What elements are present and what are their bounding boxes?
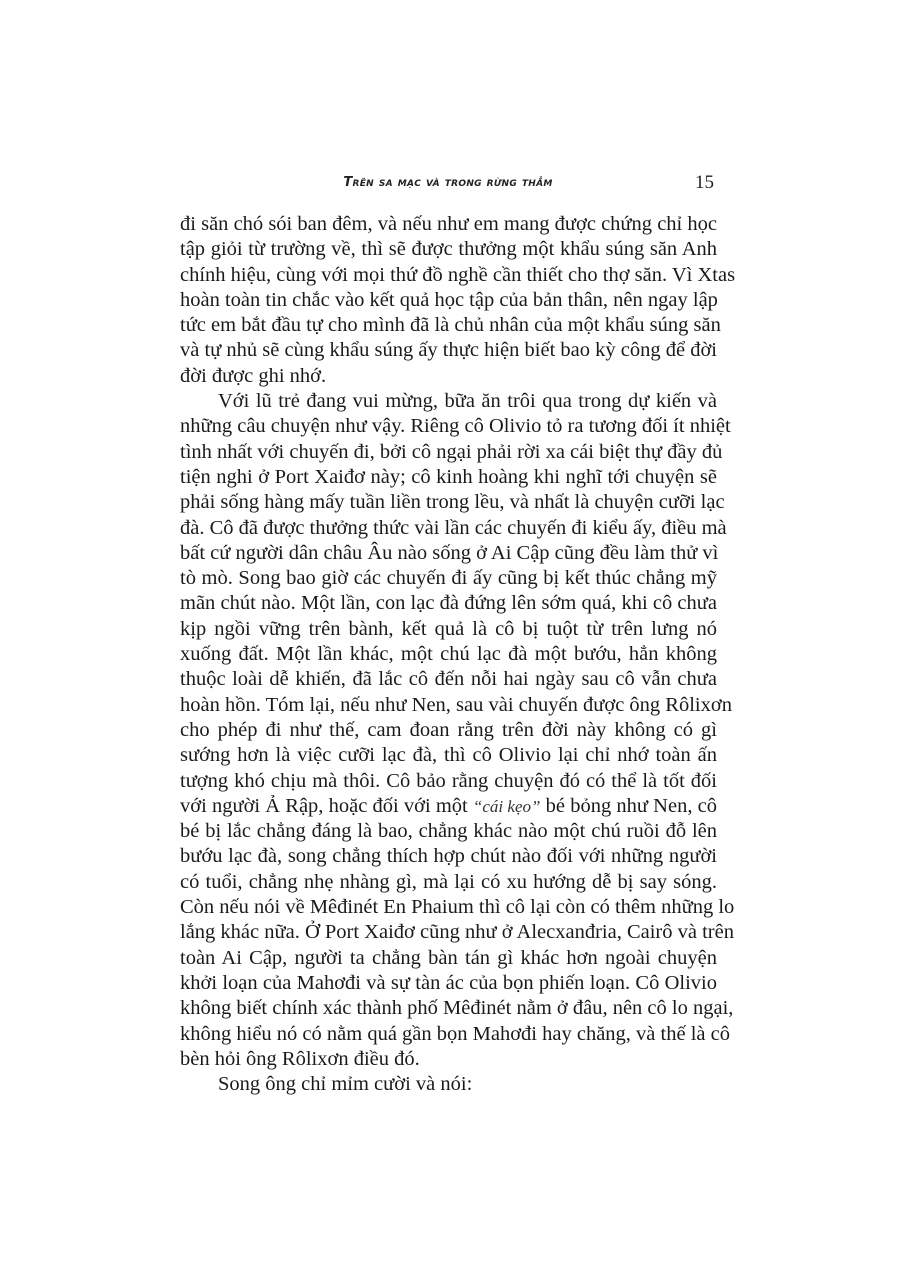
running-header (178, 172, 718, 194)
text-line: xuống đất. Một lần khác, một chú lạc đà một bướu, hẳn không (180, 643, 717, 666)
text-line: tò mò. Song bao giờ các chuyến đi ấy cũng bị kết thúc chẳng mỹ (180, 567, 717, 590)
text-line: tiện nghi ở Port Xaiđơ này; cô kinh hoàng khi nghĩ tới chuyện sẽ (180, 465, 717, 488)
text-line: đà. Cô đã được thưởng thức vài lần các chuyến đi kiểu ấy, điều mà (180, 516, 727, 539)
text-line: hoàn hồn. Tóm lại, nếu như Nen, sau vài chuyến được ông Rôlixơn (180, 693, 732, 716)
text-line: đi săn chó sói ban đêm, và nếu như em mang được chứng chỉ học (180, 213, 717, 235)
text-line: tập giỏi từ trường về, thì sẽ được thưởng một khẩu súng săn Anh (180, 238, 717, 261)
text-line: Với lũ trẻ đang vui mừng, bữa ăn trôi qua trong dự kiến và (218, 390, 717, 413)
text-line: chính hiệu, cùng với mọi thứ đồ nghề cần thiết cho thợ săn. Vì Xtas (180, 263, 736, 286)
text-line: có tuổi, chẳng nhẹ nhàng gì, mà lại có xu hướng dễ bị say sóng. (180, 870, 717, 893)
text-line: bướu lạc đà, song chẳng thích hợp chút nào đối với những người (180, 845, 717, 868)
text-line: cho phép đi như thế, cam đoan rằng trên đời này không có gì (180, 718, 717, 741)
body-text (180, 212, 736, 1097)
text-line: tức em bắt đầu tự cho mình đã là chủ nhân của một khẩu súng săn (180, 314, 721, 337)
text-line: bé bị lắc chẳng đáng là bao, chẳng khác nào một chú ruồi đỗ lên (180, 820, 717, 843)
text-line: tình nhất với chuyến đi, bởi cô ngại phải rời xa cái biệt thự đầy đủ (180, 440, 723, 463)
text-line: thuộc loài dễ khiến, đã lắc cô đến nỗi hai ngày sau cô vẫn chưa (180, 668, 717, 691)
text-line: mãn chút nào. Một lần, con lạc đà đứng lên sớm quá, khi cô chưa (180, 592, 717, 615)
text-line: khởi loạn của Mahơđi và sự tàn ác của bọn phiến loạn. Cô Olivio (180, 971, 717, 994)
text-line: Song ông chỉ mỉm cười và nói: (218, 1073, 473, 1096)
text-line: toàn Ai Cập, người ta chẳng bàn tán gì khác hơn ngoài chuyện (180, 946, 717, 969)
text-line: phải sống hàng mấy tuần liền trong lều, và nhất là chuyện cưỡi lạc (180, 491, 725, 514)
paragraph (180, 389, 735, 1072)
italic-phrase: “cái kẹo” (472, 796, 541, 816)
text-line: những câu chuyện như vậy. Riêng cô Olivio tỏ ra tương đối ít nhiệt (180, 415, 731, 438)
text-line: bèn hỏi ông Rôlixơn điều đó. (180, 1047, 420, 1070)
text-line: bất cứ người dân châu Âu nào sống ở Ai Cập cũng đều làm thử vì (180, 541, 719, 564)
text-line: tượng khó chịu mà thôi. Cô bảo rằng chuyện đó có thể là tốt đối (180, 769, 717, 792)
text-line: không biết chính xác thành phố Mêđinét nằm ở đâu, nên cô lo ngại, (180, 997, 734, 1020)
paragraph (180, 1072, 717, 1097)
text-line (180, 794, 717, 819)
text-line: và tự nhủ sẽ cùng khẩu súng ấy thực hiện biết bao kỳ công để đời (180, 339, 717, 362)
text-segment: với người Ả Rập, hoặc đối với một (180, 794, 473, 817)
text-line: kịp ngồi vững trên bành, kết quả là cô bị tuột từ trên lưng nó (180, 617, 717, 640)
page-number: 15 (695, 172, 714, 193)
paragraph (180, 212, 736, 389)
text-segment: bé bỏng như Nen, cô (540, 794, 717, 817)
text-line: hoàn toàn tin chắc vào kết quả học tập của bản thân, nên ngay lập (180, 288, 718, 311)
text-line: sướng hơn là việc cưỡi lạc đà, thì cô Olivio lại chỉ nhớ toàn ấn (180, 744, 717, 767)
running-title: Trên sa mạc và trong rừng thẳm (343, 175, 553, 190)
text-line: Còn nếu nói về Mêđinét En Phaium thì cô lại còn có thêm những lo (180, 896, 735, 919)
text-line: lắng khác nữa. Ở Port Xaiđơ cũng như ở Alecxanđria, Cairô và trên (180, 921, 734, 944)
text-line: đời được ghi nhớ. (180, 364, 327, 387)
text-line: không hiểu nó có nằm quá gần bọn Mahơđi hay chăng, và thế là cô (180, 1022, 730, 1045)
